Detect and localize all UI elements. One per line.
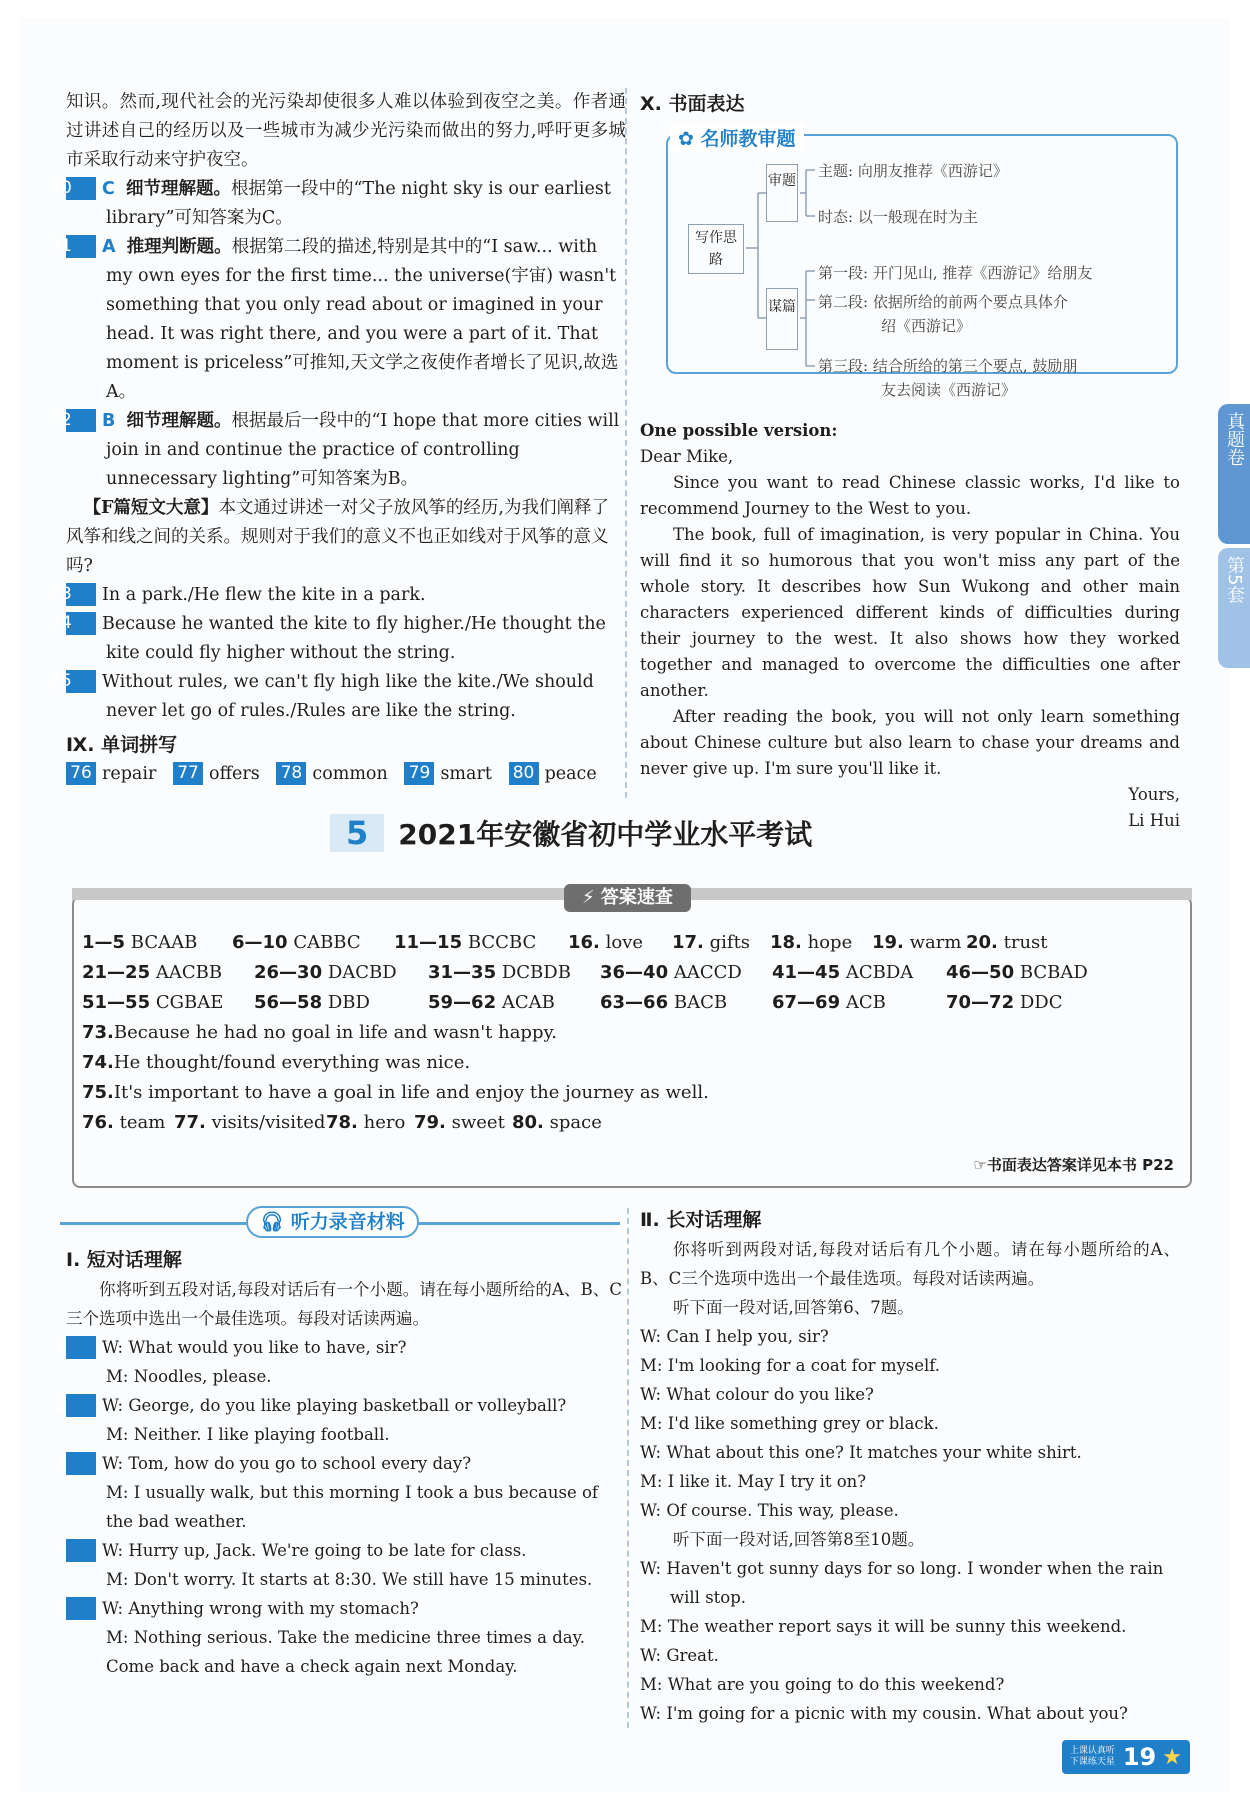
answer-75: 75. It's important to have a goal in life and enjoy the journey as well. xyxy=(82,1082,709,1103)
dialogue-3: 3 W: Tom, how do you go to school every day? xyxy=(55,1453,472,1473)
exam-number: 5 xyxy=(330,814,384,852)
column-divider-top xyxy=(625,88,627,798)
answers-panel xyxy=(72,887,1192,1188)
conv1-line: W: Can I help you, sir? xyxy=(640,1327,829,1346)
answer-75: 75 Without rules, we can't fly high like the kite./We should never let go of rules./Rules are like the string. xyxy=(50,671,594,721)
answer-row-last: 76. team 77. visits/visited 78. hero 79. sweet 80. space xyxy=(82,1112,602,1133)
answer-73: 73. Because he had no goal in life and wasn't happy. xyxy=(82,1022,557,1043)
conv1-line: W: What about this one? It matches your white shirt. xyxy=(640,1443,1082,1462)
mindmap-shen: 审题 xyxy=(766,164,798,222)
dialogue-1: 1 W: What would you like to have, sir? xyxy=(55,1337,407,1357)
column-divider-bottom xyxy=(627,1208,629,1728)
section-10-title: Ⅹ. 书面表达 xyxy=(640,93,745,115)
mindmap-mou: 谋篇 xyxy=(766,288,798,350)
mindmap-para1: 第一段: 开门见山, 推荐《西游记》给朋友 xyxy=(818,264,1093,282)
mindmap-para3: 第三段: 结合所给的第三个要点, 鼓励朋 友去阅读《西游记》 xyxy=(818,357,1078,399)
right-top-column xyxy=(640,88,1180,830)
answer-row-3: 51—55 CGBAE 56—58 DBD 59—62 ACAB 63—66 BACB 67—69 ACB 70—72 DDC xyxy=(82,992,1063,1013)
mindmap-tense: 时态: 以一般现在时为主 xyxy=(818,208,978,226)
section-9-title: Ⅸ. 单词拼写 xyxy=(66,734,178,756)
side-tab-real-exam: 真题卷 xyxy=(1218,404,1250,544)
mindmap-topic: 主题: 向朋友推荐《西游记》 xyxy=(818,162,1008,180)
side-tab-set-number: 第5套 xyxy=(1218,548,1250,668)
dialogue-2: 2 W: George, do you like playing basketball or volleyball? xyxy=(55,1395,567,1415)
footer-page-number: 上课认真听 下课练天星 19 ★ xyxy=(1062,1740,1190,1774)
conv2-line: W: Haven't got sunny days for so long. I wonder when the rain will stop. xyxy=(640,1559,1164,1607)
question-number: 70 xyxy=(66,177,96,200)
f-summary: 【F篇短文大意】本文通过讲述一对父子放风筝的经历,为我们阐释了风筝和线之间的关系。规则对于我们的意义不也正如线对于风筝的意义吗? xyxy=(66,498,609,576)
conv1-line: M: I'm looking for a coat for myself. xyxy=(640,1356,941,1375)
spelling-answers: 76 repair 77 offers 78 common 79 smart 80 peace xyxy=(66,760,626,789)
exam-heading xyxy=(330,808,812,858)
dialogue-5: 5 W: Anything wrong with my stomach? xyxy=(55,1598,419,1618)
essay-note: ☞书面表达答案详见本书 P22 xyxy=(973,1156,1174,1174)
pointing-hand-icon: ☞ xyxy=(973,1156,987,1174)
headphone-icon: 🎧︎ xyxy=(260,1211,285,1233)
essay: One possible version: Dear Mike, Since you want to read Chinese classic works, I'd like to recommend Journey to the West to you. The book, full of imagination, is very popular in China. You will find it so humorous that you won't miss any part of the whole story. It describes how Sun Wukong and other main characters experienced different kinds of difficulties during their journey to the west. It also shows how they worked together and managed to overcome the difficulties one after another. After reading the book, you will not only learn something about Chinese culture but also learn to chase your dreams and never give up. I'm sure you'll like it. Yours, Li Hui xyxy=(640,421,1180,830)
answer-73: 73 In a park./He flew the kite in a park. xyxy=(50,584,426,605)
conv2-line: M: What are you going to do this weekend? xyxy=(640,1675,1005,1694)
listening-banner: 🎧︎ 听力录音材料 xyxy=(60,1206,620,1240)
answer-72: 72 B 细节理解题。根据最后一段中的“I hope that more cities will join in and continue the practice of controlling unnecessary lighting”可知答案为B。 xyxy=(50,410,620,489)
exam-title: 2021年安徽省初中学业水平考试 xyxy=(398,818,813,851)
mindmap-para2: 第二段: 依据所给的前两个要点具体介 绍《西游记》 xyxy=(818,293,1068,335)
conv1-line: M: I like it. May I try it on? xyxy=(640,1472,867,1491)
lightning-icon: ⚡ xyxy=(582,887,595,908)
conv2-line: W: Great. xyxy=(640,1646,719,1665)
conv1-line: M: I'd like something grey or black. xyxy=(640,1414,939,1433)
conv2-line: W: I'm going for a picnic with my cousin. What about you? xyxy=(640,1704,1128,1723)
star-icon: ✿ xyxy=(678,128,694,150)
page xyxy=(20,18,1245,1793)
mindmap-root: 写作思路 xyxy=(688,224,744,274)
listening-left: Ⅰ. 短对话理解 你将听到五段对话,每段对话后有一个小题。请在每小题所给的A、B、C三个选项中选出一个最佳选项。每段对话读两遍。 1 W: What would you like to have, sir? M: Noodles, please. 2 W: George, do you like playing basketball or volleyball? M: Neither. I like playing football. 3 W: Tom, how do you go to school every day? M: I usually walk, but this morning I took a bus because of the bad weather. 4 W: Hurry up, Jack. We're going to be late for class. M: Don't worry. It starts at 8:30. We still have 15 minutes. 5 W: Anything wrong with my stomach? M: Nothing serious. Take the medicine three times a day. Come back and have a check again next Monday. xyxy=(55,1249,622,1676)
conv2-line: M: The weather report says it will be sunny this weekend. xyxy=(640,1617,1127,1636)
conv1-line: W: What colour do you like? xyxy=(640,1385,874,1404)
answer-row-2: 21—25 AACBB 26—30 DACBD 31—35 DCBDB 36—40 AACCD 41—45 ACBDA 46—50 BCBAD xyxy=(82,962,1088,983)
star-mascot-icon: ★ xyxy=(1162,1744,1182,1770)
conv1-line: W: Of course. This way, please. xyxy=(640,1501,899,1520)
intro-text: 知识。然而,现代社会的光污染却使很多人难以体验到夜空之美。作者通过讲述自己的经历以及一些城市为减少光污染而做出的努力,呼吁更多城市采取行动来守护夜空。 xyxy=(66,92,626,170)
answer-70: 70 C 细节理解题。根据第一段中的“The night sky is our earliest library”可知答案为C。 xyxy=(50,178,611,228)
listening-right: Ⅱ. 长对话理解 你将听到两段对话,每段对话后有几个小题。请在每小题所给的A、B、C三个选项中选出一个最佳选项。每段对话读两遍。 听下面一段对话,回答第6、7题。 W: Can I help you, sir? M: I'm looking for a coat for myself. W: What colour do you like? M: I'd like something grey or black. W: What about this one? It matches your white shirt. M: I like it. May I try it on? W: Of course. This way, please. 听下面一段对话,回答第8至10题。 W: Haven't got sunny days for so long. I wonder when the rain will stop. M: The weather report says it will be sunny this weekend. W: Great. M: What are you going to do this weekend? W: I'm going for a picnic with my cousin. What about you? xyxy=(640,1206,1180,1728)
dialogue-4: 4 W: Hurry up, Jack. We're going to be late for class. xyxy=(55,1540,527,1560)
answers-label: ⚡ 答案速查 xyxy=(564,884,691,912)
badge-tag: ✿ 名师教审题 xyxy=(670,124,804,151)
left-top-column xyxy=(50,88,626,789)
answer-74: 74. He thought/found everything was nice. xyxy=(82,1052,471,1073)
answer-74: 74 Because he wanted the kite to fly higher./He thought the kite could fly higher without the string. xyxy=(50,613,606,663)
answer-row-1: 1—5 BCAAB 6—10 CABBC 11—15 BCCBC 16. love 17. gifts 18. hope 19. warm 20. trust xyxy=(82,932,1048,953)
answer-71: 71 A 推理判断题。根据第二段的描述,特别是其中的“I saw... with my own eyes for the first time... the universe(宇宙) wasn't something that you only read about or imagined in your head. It was right there, and you were a part of it. That moment is priceless”可推知,天文学之夜使作者增长了见识,故选A。 xyxy=(50,236,619,402)
